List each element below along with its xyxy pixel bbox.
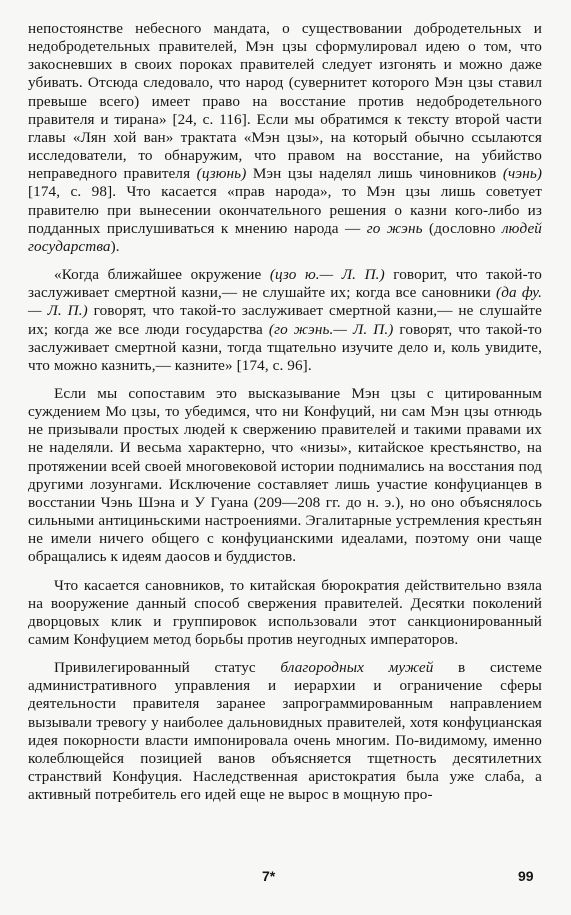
term-chen: (чэнь) bbox=[502, 165, 542, 183]
note-da-fu: (да фу.— Л. П.) bbox=[28, 284, 542, 320]
paragraph-4: Что касается сановников, то китайская бюрократия действительно взяла на вооружение данный способ свержения правителей. Десятки поколений дворцовых клик и группировок использовали этот санкционированный самим Конфуцием метод борьбы против неугодных императоров. bbox=[28, 576, 542, 648]
paragraph-5-text-b: в системе административного управления и иерархии и ограничение сферы деятельности правителя заранее запрограммированным направлением вызывали тревогу у наиболее дальновидных правителей, хотя конфуцианская идея покорности власти импонировала очень многим. По-видимому, именно колеблющейся позицией ванов объясняется тщетность десятилетних странствий Конфуция. Наследственная аристократия была уже слаба, а активный потребитель его идей еще не вырос в мощную про- bbox=[28, 659, 542, 804]
note-go-zhen: (го жэнь.— Л. П.) bbox=[268, 320, 394, 338]
paragraph-1-text-c: [174, с. 98]. Что касается «прав народа», то Мэн цзы лишь советует правителю при вынесении окончательного решения о казни кого-либо из подданных прислушиваться к мнению народа — bbox=[28, 183, 542, 237]
term-go-zhen: го жэнь bbox=[366, 219, 423, 237]
paragraph-2-text-a: «Когда ближайшее окружение bbox=[54, 266, 270, 284]
paragraph-1-text-b: Мэн цзы наделял лишь чиновников bbox=[246, 165, 503, 183]
paragraph-1-text-e: ). bbox=[110, 237, 120, 255]
term-blagorodnye-muzhi: благородных мужей bbox=[280, 659, 434, 677]
body-text bbox=[28, 20, 542, 804]
paragraph-1-text-d: (дословно bbox=[422, 219, 502, 237]
paragraph-1 bbox=[28, 20, 542, 256]
paragraph-2-text-c: говорят, что такой-то заслуживает смертной казни,— не слушайте их; когда же все люди государства bbox=[28, 302, 542, 338]
term-lyudey-gosudarstva: людей государства bbox=[28, 219, 542, 255]
note-tszo-yu: (цзо ю.— Л. П.) bbox=[269, 266, 385, 284]
paragraph-5-text-a: Привилегированный статус bbox=[54, 659, 281, 677]
paragraph-1-text-a: непостоянстве небесного мандата, о существовании добродетельных и недобродетельных правителей, Мэн цзы сформулировал идею о том, что закосневших в своих пороках правителей следует изгонять и можно даже убивать. Отсюда следовало, что народ (сувернитет которого Мэн цзы ставил превыше всего) имеет право на восстание против недобродетельного правителя и тирана» [24, с. 116]. Если мы обратимся к тексту второй части главы «Лян хой ван» трактата «Мэн цзы», на который обычно ссылаются исследователи, то обнаружим, что правом на восстание, на убийство неправедного правителя bbox=[28, 20, 542, 183]
paragraph-2-text-b: говорит, что такой-то заслуживает смертной казни,— не слушайте их; когда все сановники bbox=[28, 266, 542, 302]
printer-signature: 7* bbox=[262, 868, 276, 884]
paragraph-5 bbox=[28, 659, 542, 804]
term-tszyun: (цзюнь) bbox=[196, 165, 247, 183]
paragraph-2-text-d: говорят, что такой-то заслуживает смертной казни, тогда тщательно изучите дело и, коль увидите, что можно казнить,— казните» [174, с. 96]. bbox=[28, 320, 542, 374]
page-number: 99 bbox=[518, 868, 534, 884]
page-footer bbox=[0, 868, 571, 892]
paragraph-2-quote bbox=[28, 266, 542, 375]
paragraph-3: Если мы сопоставим это высказывание Мэн цзы с цитированным суждением Мо цзы, то убедимся, что ни Конфуций, ни сам Мэн цзы отнюдь не призывали простых людей к свержению правителей и такими правами их не наделяли. И весьма характерно, что «низы», китайское крестьянство, на протяжении всей своей многовековой истории поднимались на восстания под другими лозунгами. Исключение составляет лишь участие конфуцианцев в восстании Чэнь Шэна и У Гуана (209—208 гг. до н. э.), но оно объяснялось сильными антициньскими настроениями. Эгалитарные устремления крестьян не имели ничего общего с конфуцианскими идеалами, поэтому они чаще обращались к идеям даосов и буддистов. bbox=[28, 384, 542, 566]
